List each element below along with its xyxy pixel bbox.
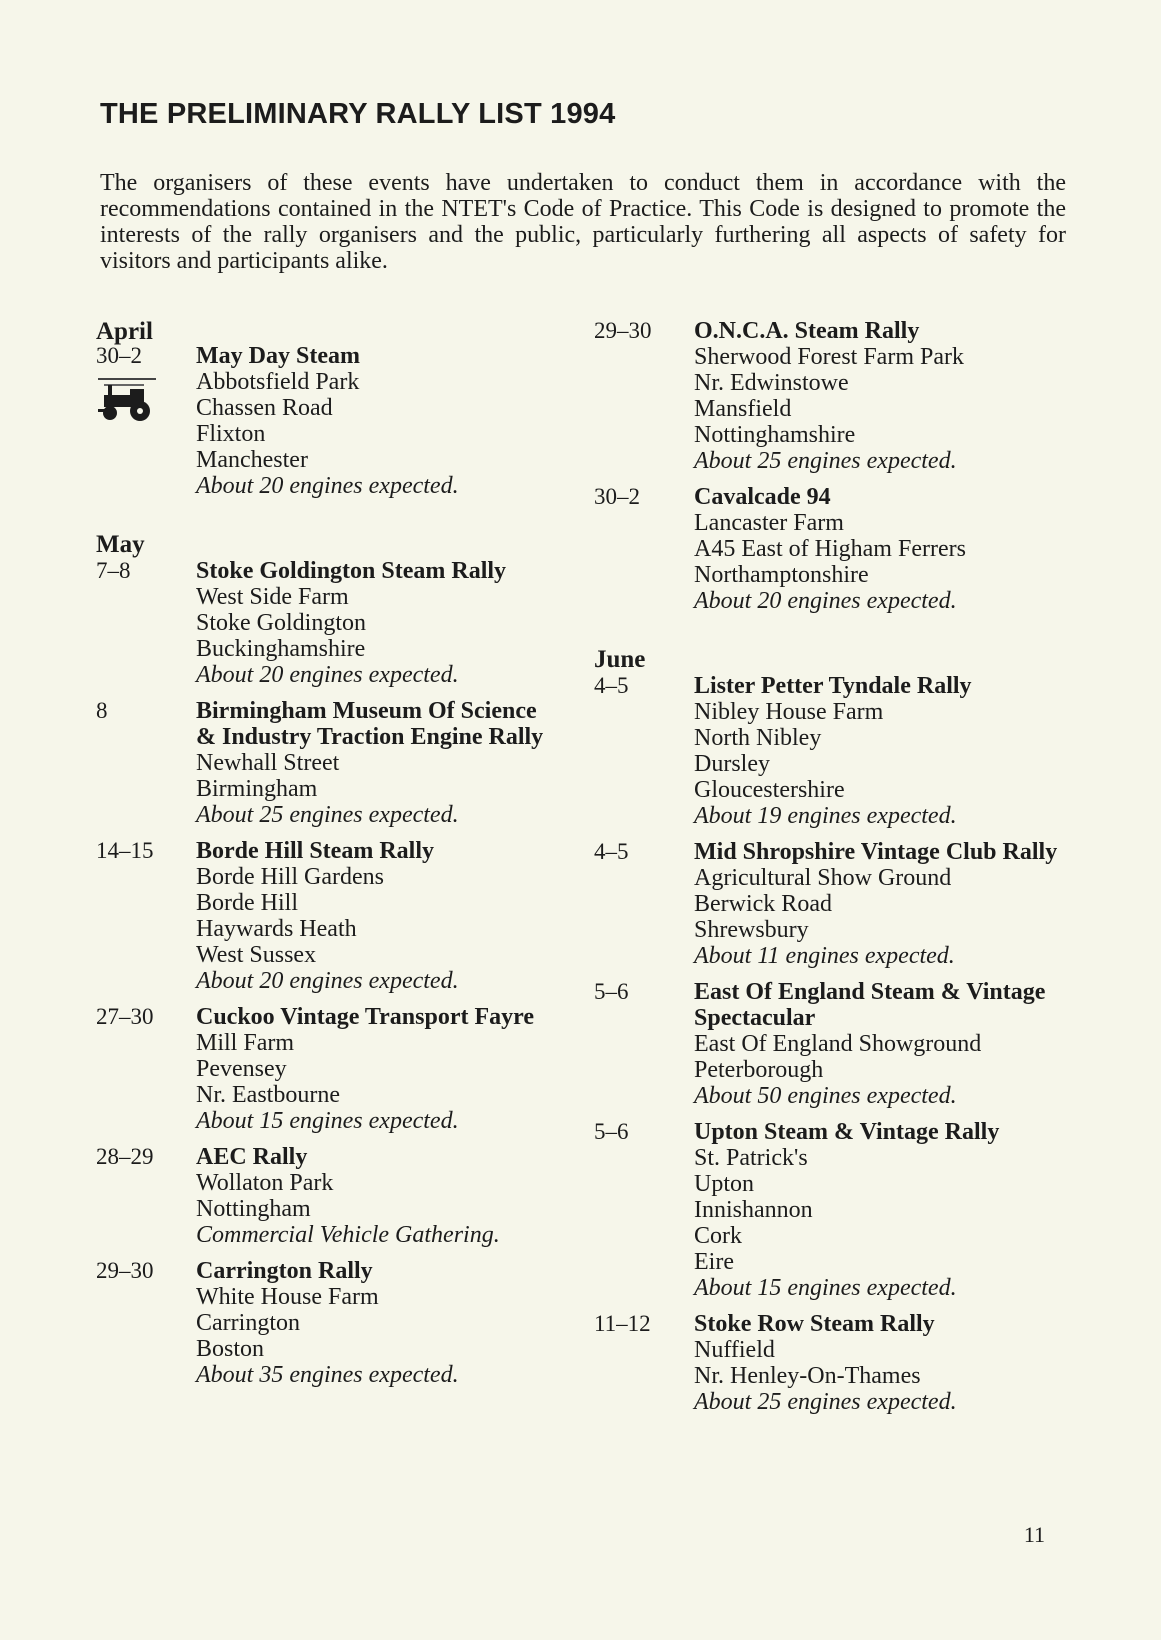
event-date: 8 [96, 698, 108, 723]
event-name: Upton Steam & Vintage Rally [694, 1119, 1000, 1145]
event-name: East Of England Steam & Vintage Spectacular [694, 979, 1046, 1031]
event-location-line: Agricultural Show Ground [694, 865, 952, 891]
event-details [694, 1119, 1072, 1301]
event-details [196, 698, 554, 828]
traction-engine-icon [96, 375, 196, 429]
event-date: 7–8 [96, 558, 131, 583]
event-details [196, 838, 554, 994]
event-note: About 20 engines expected. [196, 662, 459, 688]
intro-paragraph: The organisers of these events have undertaken to conduct them in accordance with the recommendations contained in the NTET's Code of Practice. This Code is designed to promote the interests of the rally organisers and the public, particularly furthering all aspects of safety for visitors and participants alike. [100, 170, 1066, 274]
event-date: 30–2 [594, 484, 640, 509]
event-location-line: Pevensey [196, 1056, 287, 1082]
event-details [196, 1144, 554, 1248]
event-details [694, 979, 1072, 1109]
event-location-line: Northamptonshire [694, 562, 869, 588]
event-details [196, 1004, 554, 1134]
event-location-line: West Sussex [196, 942, 317, 968]
rally-event [582, 1119, 1072, 1301]
event-name: Mid Shropshire Vintage Club Rally [694, 839, 1058, 865]
event-date: 29–30 [96, 1258, 154, 1283]
event-note: About 25 engines expected. [694, 448, 957, 474]
rally-event [84, 1004, 554, 1134]
event-date: 14–15 [96, 838, 154, 863]
month-heading: April [96, 318, 153, 345]
month-heading: May [96, 531, 145, 558]
event-location-line: Peterborough [694, 1057, 824, 1083]
rally-event [582, 318, 1072, 474]
event-details [196, 1258, 554, 1388]
event-details [694, 839, 1072, 969]
month-heading: June [594, 646, 646, 673]
rally-event [582, 839, 1072, 969]
event-location-line: Nottingham [196, 1196, 311, 1222]
event-name: AEC Rally [196, 1144, 308, 1170]
event-name: Carrington Rally [196, 1258, 373, 1284]
rally-event [582, 484, 1072, 614]
event-location-line: Cork [694, 1223, 742, 1249]
rally-event [582, 1311, 1072, 1415]
event-note: About 25 engines expected. [694, 1389, 957, 1415]
right-column [582, 318, 1072, 1425]
event-location-line: Chassen Road [196, 395, 333, 421]
event-location-line: Flixton [196, 421, 266, 447]
event-note: About 25 engines expected. [196, 802, 459, 828]
event-note: Commercial Vehicle Gathering. [196, 1222, 500, 1248]
event-note: About 19 engines expected. [694, 803, 957, 829]
event-date: 4–5 [594, 839, 629, 864]
event-location-line: Borde Hill Gardens [196, 864, 384, 890]
event-location-line: Berwick Road [694, 891, 832, 917]
event-date: 4–5 [594, 673, 629, 698]
event-location-line: Abbotsfield Park [196, 369, 360, 395]
event-name: Borde Hill Steam Rally [196, 838, 434, 864]
rally-event [84, 838, 554, 994]
rally-event [582, 673, 1072, 829]
event-date: 28–29 [96, 1144, 154, 1169]
event-date: 30–2 [84, 343, 196, 499]
event-location-line: Upton [694, 1171, 754, 1197]
event-note: About 15 engines expected. [694, 1275, 957, 1301]
event-details [694, 673, 1072, 829]
rally-event [84, 558, 554, 688]
event-location-line: A45 East of Higham Ferrers [694, 536, 966, 562]
event-location-line: Birmingham [196, 776, 318, 802]
event-note: About 50 engines expected. [694, 1083, 957, 1109]
left-column [84, 318, 554, 1398]
event-location-line: North Nibley [694, 725, 822, 751]
event-location-line: Shrewsbury [694, 917, 809, 943]
event-details [196, 343, 554, 499]
event-details [694, 318, 1072, 474]
event-name: Cavalcade 94 [694, 484, 831, 510]
event-location-line: Stoke Goldington [196, 610, 367, 636]
event-location-line: Carrington [196, 1310, 300, 1336]
event-location-line: Borde Hill [196, 890, 298, 916]
event-note: About 20 engines expected. [196, 473, 459, 499]
event-location-line: Nr. Eastbourne [196, 1082, 340, 1108]
event-location-line: East Of England Showground [694, 1031, 982, 1057]
event-location-line: Haywards Heath [196, 916, 357, 942]
event-date: 29–30 [594, 318, 652, 343]
event-details [196, 558, 554, 688]
page-number: 11 [1023, 1522, 1045, 1547]
event-location-line: Mansfield [694, 396, 792, 422]
event-location-line: Dursley [694, 751, 770, 777]
event-note: About 35 engines expected. [196, 1362, 459, 1388]
event-location-line: Mill Farm [196, 1030, 295, 1056]
event-location-line: St. Patrick's [694, 1145, 808, 1171]
event-location-line: Buckinghamshire [196, 636, 366, 662]
event-name: Stoke Row Steam Rally [694, 1311, 935, 1337]
event-date: 5–6 [594, 979, 629, 1004]
event-name: May Day Steam [196, 343, 360, 369]
event-location-line: Nr. Henley-On-Thames [694, 1363, 921, 1389]
event-location-line: West Side Farm [196, 584, 349, 610]
event-name: Cuckoo Vintage Transport Fayre [196, 1004, 535, 1030]
event-location-line: Sherwood Forest Farm Park [694, 344, 964, 370]
event-location-line: Gloucestershire [694, 777, 845, 803]
event-name: O.N.C.A. Steam Rally [694, 318, 920, 344]
rally-event [84, 343, 554, 499]
event-name: Lister Petter Tyndale Rally [694, 673, 972, 699]
event-note: About 20 engines expected. [694, 588, 957, 614]
page-title: THE PRELIMINARY RALLY LIST 1994 [100, 98, 616, 130]
event-location-line: Nottinghamshire [694, 422, 856, 448]
rally-event [84, 698, 554, 828]
event-location-line: Innishannon [694, 1197, 813, 1223]
event-date: 27–30 [96, 1004, 154, 1029]
event-location-line: White House Farm [196, 1284, 379, 1310]
event-location-line: Manchester [196, 447, 308, 473]
rally-event [582, 979, 1072, 1109]
event-location-line: Newhall Street [196, 750, 340, 776]
event-name: Stoke Goldington Steam Rally [196, 558, 507, 584]
event-location-line: Wollaton Park [196, 1170, 334, 1196]
event-note: About 11 engines expected. [694, 943, 955, 969]
event-location-line: Boston [196, 1336, 265, 1362]
rally-event [84, 1258, 554, 1388]
event-location-line: Nibley House Farm [694, 699, 884, 725]
event-details [694, 484, 1072, 614]
event-location-line: Eire [694, 1249, 734, 1275]
event-location-line: Nr. Edwinstowe [694, 370, 849, 396]
event-date: 5–6 [594, 1119, 629, 1144]
event-location-line: Nuffield [694, 1337, 775, 1363]
rally-event [84, 1144, 554, 1248]
event-details [694, 1311, 1072, 1415]
event-date: 11–12 [594, 1311, 651, 1336]
event-note: About 15 engines expected. [196, 1108, 459, 1134]
event-location-line: Lancaster Farm [694, 510, 844, 536]
event-note: About 20 engines expected. [196, 968, 459, 994]
event-name: Birmingham Museum Of Science & Industry Traction Engine Rally [196, 698, 544, 750]
